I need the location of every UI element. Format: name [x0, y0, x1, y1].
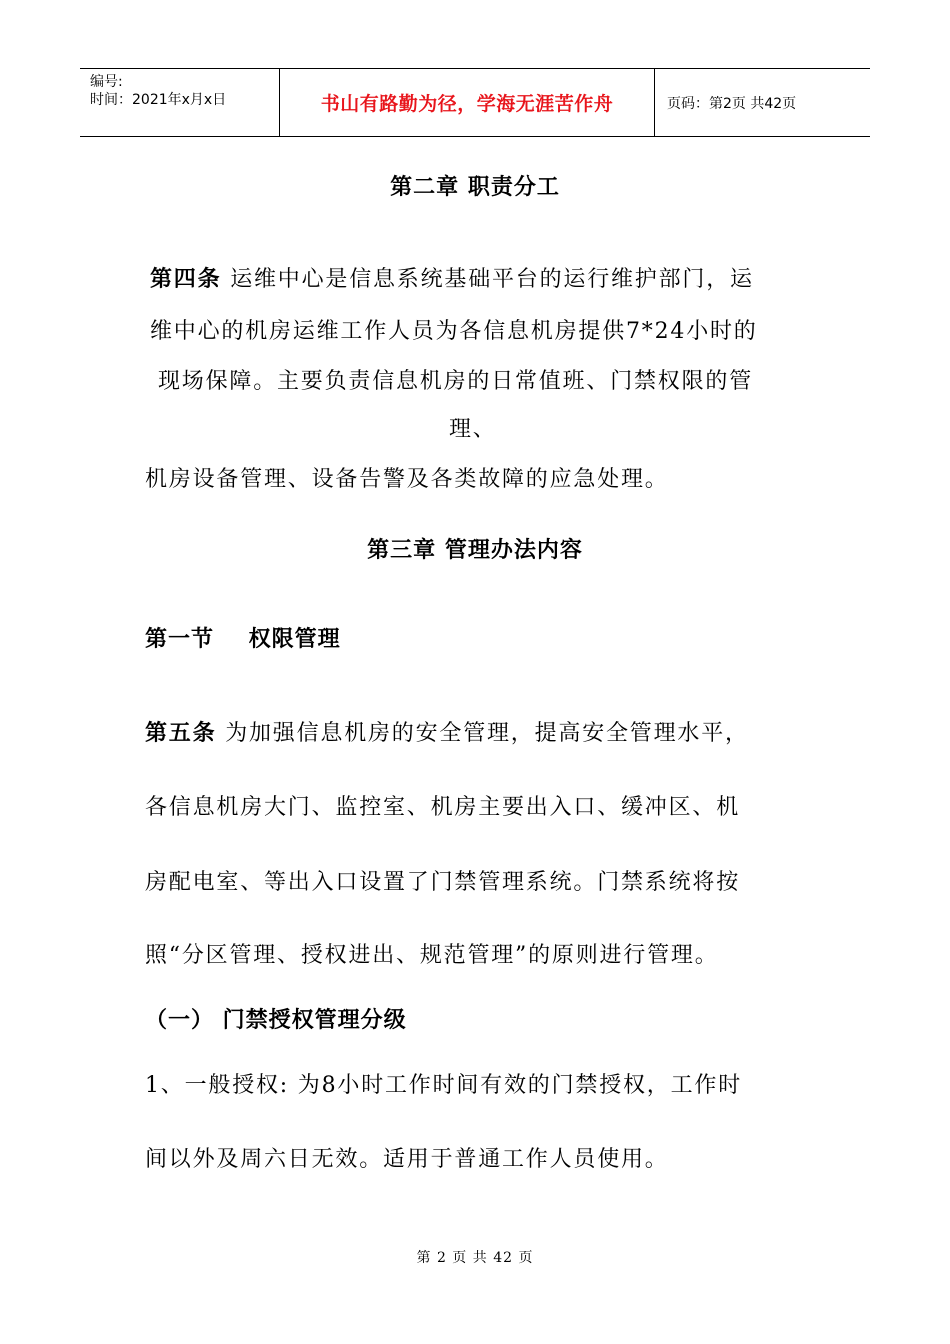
item-1-line-1: 1、一般授权: 为8小时工作时间有效的门禁授权，工作时 [145, 1073, 743, 1098]
header-left-cell [80, 69, 280, 136]
subsection-1-title: （一） 门禁授权管理分级 [145, 1008, 407, 1033]
article-4-line-3: 现场保障。主要负责信息机房的日常值班、门禁权限的管 [158, 369, 754, 394]
page-header [80, 68, 870, 137]
article-4-text-1: 运维中心是信息系统基础平台的运行维护部门，运 [230, 267, 754, 292]
article-4-line-2: 维中心的机房运维工作人员为各信息机房提供7*24小时的 [150, 319, 758, 344]
article-4-label: 第四条 [150, 267, 222, 292]
article-5-line-2: 各信息机房大门、监控室、机房主要出入口、缓冲区、机 [145, 795, 741, 820]
article-4-line-1 [150, 262, 754, 293]
header-motto-cell [280, 69, 655, 136]
article-4-line-4: 理、 [449, 417, 497, 442]
document-number-label: 编号: [90, 74, 123, 90]
article-4-line-5: 机房设备管理、设备告警及各类故障的应急处理。 [145, 467, 669, 492]
header-motto: 书山有路勤为径，学海无涯苦作舟 [320, 93, 614, 115]
article-5-line-3: 房配电室、等出入口设置了门禁管理系统。门禁系统将按 [145, 870, 741, 895]
header-page-label: 页码：第2页 共42页 [667, 95, 797, 112]
article-5-line-4: 照“分区管理、授权进出、规范管理”的原则进行管理。 [145, 943, 719, 968]
article-5-label: 第五条 [145, 721, 217, 746]
chapter-3-title: 第三章 管理办法内容 [367, 538, 583, 563]
document-time-label: 时间：2021年x月x日 [90, 92, 227, 108]
header-page-cell [655, 69, 870, 136]
article-5-line-1 [145, 716, 749, 747]
item-1-line-2: 间以外及周六日无效。适用于普通工作人员使用。 [145, 1147, 669, 1172]
article-5-text-1: 为加强信息机房的安全管理，提高安全管理水平， [225, 721, 749, 746]
chapter-2-title: 第二章 职责分工 [390, 175, 560, 200]
page-footer: 第 2 页 共 42 页 [416, 1250, 534, 1266]
section-1-title: 第一节 权限管理 [145, 627, 341, 652]
